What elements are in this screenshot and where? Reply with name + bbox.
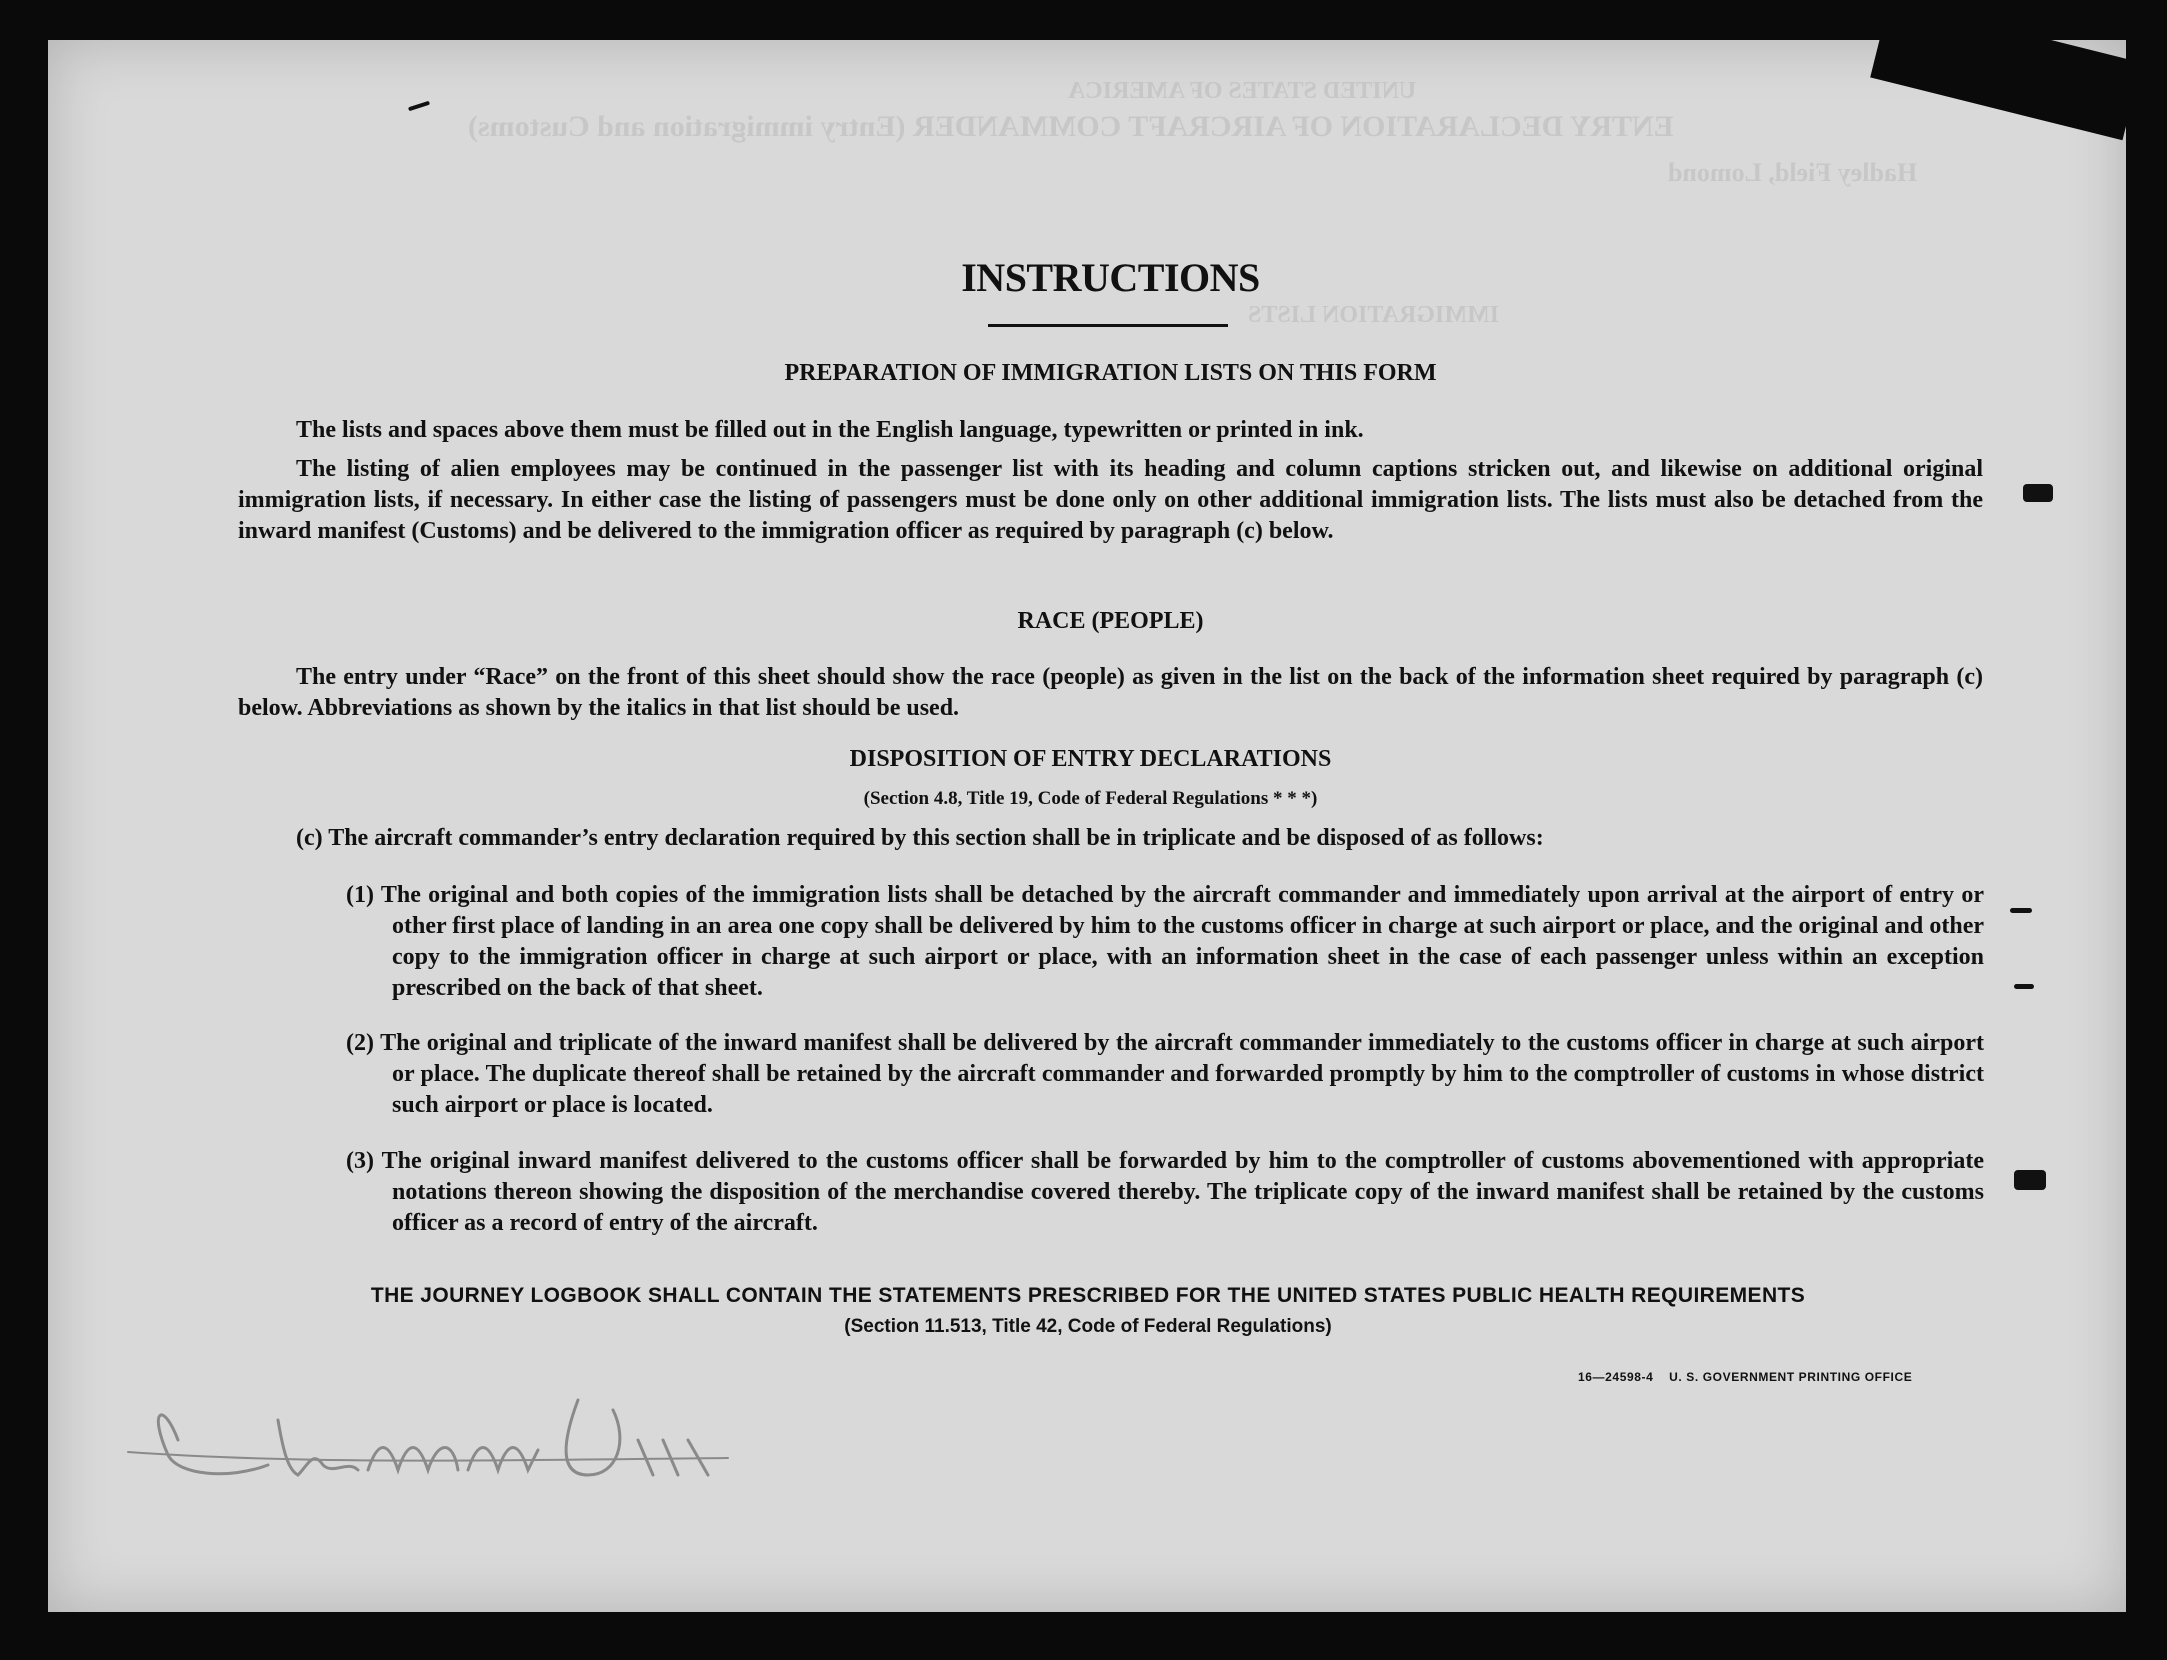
- ink-mark: [2023, 484, 2053, 502]
- section-heading-preparation: PREPARATION OF IMMIGRATION LISTS ON THIS FORM: [784, 360, 1437, 386]
- list-item-2: (2) The original and triplicate of the inward manifest shall be delivered by the aircraft commander immediately to the customs officer in charge at such airport or place. The duplicate thereof shall be retained by the aircraft commander and forwarded promptly by him to the comptroller of customs in whose district such airport or place is located.: [346, 1030, 1984, 1118]
- bleed-through-text: Hadley Field, Lomond: [1668, 158, 1918, 187]
- bleed-through-text: IMMIGRATION LISTS: [1248, 302, 1499, 328]
- section-subheading-disposition: (Section 4.8, Title 19, Code of Federal Regulations * * *): [863, 788, 1318, 809]
- footer-health-requirements: THE JOURNEY LOGBOOK SHALL CONTAIN THE STATEMENTS PRESCRIBED FOR THE UNITED STATES PUBLIC HEALTH REQUIREMENTS: [370, 1284, 1806, 1307]
- ink-mark: [2010, 908, 2032, 913]
- handwritten-signature: [108, 1380, 748, 1500]
- ink-mark: [408, 101, 430, 112]
- list-item-3: (3) The original inward manifest delivered to the customs officer shall be forwarded by him to the comptroller of customs abovementioned with appropriate notations thereon showing the disposition of the merchandise covered thereby. The triplicate copy of the inward manifest shall be retained by the customs officer as a record of entry of the aircraft.: [346, 1148, 1984, 1236]
- ink-mark: [2014, 984, 2034, 989]
- footer-citation: (Section 11.513, Title 42, Code of Federal Regulations): [844, 1316, 1332, 1337]
- section-heading-disposition: DISPOSITION OF ENTRY DECLARATIONS: [849, 746, 1332, 772]
- page-title: INSTRUCTIONS: [961, 255, 1260, 300]
- bleed-through-text: UNITED STATES OF AMERICA: [1068, 78, 1417, 104]
- bleed-through-text: ENTRY DECLARATION OF AIRCRAFT COMMANDER (Entry immigration and Customs): [468, 110, 1674, 143]
- title-underline: [988, 324, 1228, 327]
- paragraph-disposition-c: (c) The aircraft commander’s entry declaration required by this section shall be in triplicate and be disposed of as follows:: [296, 825, 1544, 851]
- document-page: [48, 40, 2126, 1612]
- section-heading-race: RACE (PEOPLE): [1017, 608, 1204, 634]
- printer-imprint: [1578, 1370, 1912, 1384]
- paragraph-preparation-2: The listing of alien employees may be continued in the passenger list with its heading and column captions stricken out, and likewise on additional original immigration lists, if necessary. In either case the listing of passengers must be done only on other additional immigration lists. The lists must also be detached from the inward manifest (Customs) and be delivered to the immigration officer as required by paragraph (c) below.: [238, 456, 1983, 544]
- ink-mark: [2014, 1170, 2046, 1190]
- paragraph-race: The entry under “Race” on the front of this sheet should show the race (people) as given in the list on the back of the information sheet required by paragraph (c) below. Abbreviations as shown by the italics in that list should be used.: [238, 664, 1983, 721]
- printer-name: U. S. GOVERNMENT PRINTING OFFICE: [1669, 1370, 1913, 1384]
- torn-corner: [1870, 40, 2126, 140]
- print-code: 16—24598-4: [1578, 1370, 1654, 1384]
- paragraph-preparation-1: The lists and spaces above them must be filled out in the English language, typewritten or printed in ink.: [296, 417, 1364, 443]
- list-item-1: (1) The original and both copies of the immigration lists shall be detached by the aircraft commander and immediately upon arrival at the airport of entry or other first place of landing in an area one copy shall be delivered by him to the customs officer in charge at such airport or place, and the original and other copy to the immigration officer in charge at such airport or place, with an information sheet in the case of each passenger unless within an exception prescribed on the back of that sheet.: [346, 882, 1984, 1001]
